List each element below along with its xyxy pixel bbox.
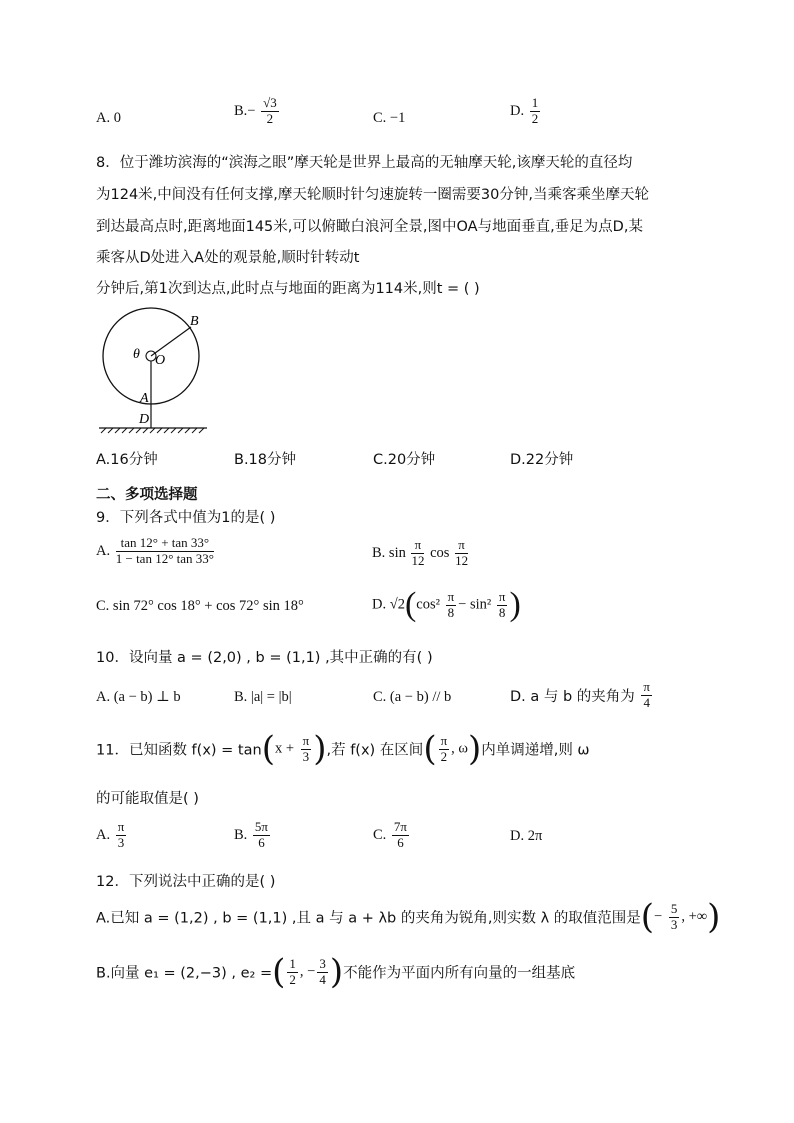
q12-option-b-frac2	[317, 957, 328, 988]
q12-option-a-fraction	[669, 902, 680, 933]
q9-option-a-fraction	[116, 536, 214, 567]
q12-option-a-minus: −	[654, 908, 663, 925]
label-b: B	[190, 314, 199, 329]
q11-option-b-prefix: B.	[234, 826, 248, 843]
pi-symbol: π	[498, 588, 506, 604]
q9-option-d-frac2	[497, 590, 508, 621]
q10-option-d	[510, 680, 654, 711]
ferris-wheel-figure	[95, 305, 215, 437]
q11-option-d: D. 2π	[510, 828, 543, 844]
q7-option-b-fraction	[261, 96, 279, 127]
q7-option-d-num: 1	[531, 95, 539, 110]
q10-stem: 10．设向量 a = (2,0) , b = (1,1) ,其中正确的有( )	[96, 650, 433, 666]
q10-option-d-prefix: D. a 与 b 的夹角为	[510, 688, 635, 705]
label-o: O	[155, 353, 166, 368]
q9-option-b-cos: cos	[430, 544, 450, 561]
q11-stem-inner: x +	[274, 740, 295, 757]
q7-option-a: A. 0	[96, 110, 121, 126]
q12-option-b-comma: , −	[299, 963, 316, 980]
q9-stem: 9．下列各式中值为1的是( )	[96, 510, 276, 526]
q8-line-1: 8．位于潍坊滨海的“滨海之眼”摩天轮是世界上最高的无轴摩天轮,该摩天轮的直径均	[96, 155, 633, 171]
q7-option-d	[510, 96, 542, 127]
q12-option-b-den1: 2	[289, 971, 296, 987]
q11-den-3: 3	[302, 748, 310, 764]
q8-option-d: D.22分钟	[510, 452, 574, 468]
q9-option-d: D. √2(cos² $\frac{\pi}{8}$ − sin² $\frac{\pi}{8}$ )	[372, 586, 521, 623]
q12-option-a-den: 3	[670, 916, 678, 932]
q12-option-b-den2: 4	[319, 971, 326, 987]
q9-den-8: 8	[447, 604, 455, 620]
q9-option-d-cos: cos²	[416, 596, 440, 613]
q9-option-b-frac2	[455, 538, 468, 569]
q10-option-a: A. (a − b) ⊥ b	[96, 689, 181, 705]
q11-pi-over-3	[301, 734, 312, 765]
q11-stem-part3: , ω	[451, 740, 468, 757]
pi-symbol: π	[447, 588, 455, 604]
q9-option-d-root: √2	[389, 596, 405, 613]
q9-option-d-frac1	[446, 590, 457, 621]
q10-option-d-fraction	[641, 680, 652, 711]
q7-option-b: B.− $\frac{√3}{2}$	[234, 95, 277, 126]
q11-option-c-num: 7π	[393, 819, 407, 834]
q11-option-c-fraction	[392, 820, 409, 851]
q11-option-c	[373, 820, 411, 851]
q12-option-b-num2: 3	[319, 955, 326, 971]
q11-option-c-prefix: C.	[373, 826, 387, 843]
label-a: A	[140, 391, 149, 406]
q11-option-a-fraction	[116, 820, 127, 851]
q12-option-b-num1: 1	[289, 955, 296, 971]
q11-option-b-den: 6	[258, 834, 265, 850]
q12-option-a-num: 5	[670, 900, 678, 916]
q11-den-2: 2	[440, 748, 448, 764]
q12-option-a-text: A.已知 a = (1,2) , b = (1,1) ,且 a 与 a + λb 的夹角为锐角,则实数 λ 的取值范围是	[96, 910, 641, 927]
q12-option-a: A.已知 a = (1,2) , b = (1,1) ,且 a 与 a + λb 的夹角为锐角,则实数 λ 的取值范围是(− $\frac{5}{3}$ , +∞)	[96, 897, 721, 937]
q10-option-c: C. (a − b) // b	[373, 689, 452, 705]
q7-option-c: C. −1	[373, 110, 406, 126]
q11-pi-over-2	[439, 734, 450, 765]
q11-stem: 11．已知函数 f(x) = tan(x + $\frac{\pi}{3}$ ),若 f(x) 在区间( $\frac{\pi}{2}$ , ω)内单调递增,则 ω	[96, 729, 590, 769]
q11-stem-part4: 内单调递增,则 ω	[481, 742, 590, 759]
q7-option-d-prefix: D.	[510, 102, 525, 119]
q9-den-12: 12	[455, 552, 469, 568]
pi-symbol: π	[455, 538, 468, 554]
q8-option-c: C.20分钟	[373, 452, 436, 468]
q11-stem-part1: 11．已知函数 f(x) = tan	[96, 742, 262, 759]
q12-option-b-tail: 不能作为平面内所有向量的一组基底	[343, 965, 576, 982]
q11-option-b	[234, 820, 272, 851]
q9-option-d-prefix: D.	[372, 596, 387, 613]
q7-option-b-den: 2	[266, 110, 274, 126]
q9-option-b-frac1	[411, 538, 424, 569]
q9-option-b-prefix: B. sin	[372, 544, 406, 561]
q12-option-b: B.向量 e₁ = (2,−3) , e₂ =( $\frac{1}{2}$ , − $\frac{3}{4}$ )不能作为平面内所有向量的一组基底	[96, 952, 576, 992]
q12-option-a-tail: , +∞	[681, 908, 708, 925]
q11-option-a-prefix: A.	[96, 826, 111, 843]
q9-option-b	[372, 538, 470, 569]
pi-symbol: π	[440, 732, 448, 748]
ground-hatch	[101, 428, 204, 433]
q12-option-b-text: B.向量 e₁ = (2,−3) , e₂ =	[96, 965, 273, 982]
q10-option-b: B. |a| = |b|	[234, 689, 292, 705]
pi-symbol: π	[302, 732, 310, 748]
q12-option-b-frac1	[287, 957, 298, 988]
q12-stem: 12．下列说法中正确的是( )	[96, 874, 276, 890]
q9-option-a-den: 1 − tan 12° tan 33°	[115, 550, 214, 566]
q7-option-b-prefix: B.	[234, 102, 248, 119]
q11-stem-part2: ,若 f(x) 在区间	[326, 742, 424, 759]
q7-option-b-num: √3	[263, 95, 277, 110]
q10-option-d-num: π	[643, 679, 650, 694]
q7-option-d-fraction	[530, 96, 541, 127]
q8-option-a: A.16分钟	[96, 452, 158, 468]
q9-option-a-num: tan 12° + tan 33°	[116, 536, 214, 552]
q11-option-a	[96, 820, 128, 851]
q8-line-3: 到达最高点时,距离地面145米,可以俯瞰白浪河全景,图中OA与地面垂直,垂足为点D,某	[96, 219, 643, 235]
q11-line-2: 的可能取值是( )	[96, 791, 199, 807]
q9-option-a	[96, 536, 216, 567]
q8-line-5: 分钟后,第1次到达点,此时点与地面的距离为114米,则t = ( )	[96, 281, 480, 297]
label-d: D	[139, 412, 150, 427]
q9-den-12: 12	[411, 552, 425, 568]
q11-option-a-num: π	[117, 819, 125, 834]
q9-den-8: 8	[498, 604, 506, 620]
q7-option-d-den: 2	[531, 110, 539, 126]
q11-option-a-den: 3	[117, 834, 125, 850]
q9-option-a-prefix: A.	[96, 542, 111, 559]
radius-ob	[151, 327, 191, 356]
q9-option-d-minus: − sin²	[458, 596, 492, 613]
label-theta: θ	[133, 347, 140, 362]
q11-option-b-fraction	[253, 820, 270, 851]
q8-line-4: 乘客从D处进入A处的观景舱,顺时针转动t	[96, 250, 360, 266]
q10-option-d-den: 4	[643, 694, 650, 710]
q11-option-b-num: 5π	[254, 819, 268, 834]
pi-symbol: π	[411, 538, 424, 554]
q8-option-b: B.18分钟	[234, 452, 297, 468]
section-title: 二、多项选择题	[96, 487, 198, 503]
q9-option-c: C. sin 72° cos 18° + cos 72° sin 18°	[96, 598, 304, 614]
q8-line-2: 为124米,中间没有任何支撑,摩天轮顺时针匀速旋转一圈需要30分钟,当乘客乘坐摩天轮	[96, 187, 649, 203]
q11-option-c-den: 6	[397, 834, 404, 850]
